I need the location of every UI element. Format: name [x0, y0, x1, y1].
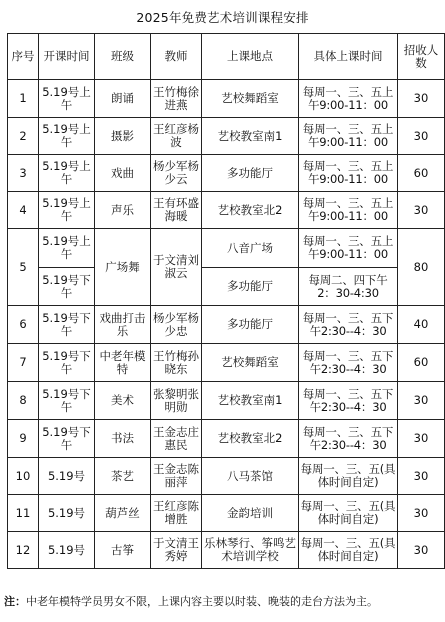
row-teacher: 王有环盛海暖: [151, 192, 202, 229]
row-time: 每周一、三、五上午9:00-11：00: [299, 80, 398, 118]
row-class: 书法: [95, 420, 151, 458]
row-quota: 80: [398, 229, 445, 306]
row-time: 每周一、三、五下午2:30--4：30: [299, 382, 398, 420]
row-location: 艺校教室北2: [202, 192, 299, 229]
row-teacher: 杨少军杨少忠: [151, 306, 202, 344]
row-quota: 30: [398, 118, 445, 155]
row-start: 5.19号上午: [39, 155, 95, 192]
row-start: 5.19号: [39, 495, 95, 532]
row-location: 艺校教室北2: [202, 420, 299, 458]
row-time: 每周一、三、五下午2:30--4：30: [299, 306, 398, 344]
row-start: 5.19号上午: [39, 229, 95, 268]
header-time: 具体上课时间: [299, 34, 398, 80]
row-class: 朗诵: [95, 80, 151, 118]
row-time: 每周一、三、五下午2:30--4：30: [299, 420, 398, 458]
header-teacher: 教师: [151, 34, 202, 80]
row-class: 美术: [95, 382, 151, 420]
table-row: [8, 495, 445, 532]
row-no: 5: [8, 229, 39, 306]
row-no: 12: [8, 532, 39, 569]
row-class: 摄影: [95, 118, 151, 155]
row-time: 每周一、三、五上午9:00-11：00: [299, 118, 398, 155]
row-quota: 60: [398, 155, 445, 192]
row-time: 每周一、三、五(具体时间自定): [299, 495, 398, 532]
row-class: 声乐: [95, 192, 151, 229]
row-no: 7: [8, 344, 39, 382]
row-no: 10: [8, 458, 39, 495]
table-row: [8, 118, 445, 155]
row-class: 中老年模特: [95, 344, 151, 382]
row-location: 多功能厅: [202, 155, 299, 192]
row-quota: 30: [398, 532, 445, 569]
row-start-alt: 5.19号下午: [39, 268, 95, 306]
row-time-alt: 每周二、四下午2：30-4:30: [299, 268, 398, 306]
row-no: 8: [8, 382, 39, 420]
table-row: [8, 532, 445, 569]
row-quota: 30: [398, 80, 445, 118]
row-no: 1: [8, 80, 39, 118]
row-no: 9: [8, 420, 39, 458]
row-location: 金韵培训: [202, 495, 299, 532]
footnote-text: 中老年模特学员男女不限，上课内容主要以时装、晚装的走台方法为主。: [26, 595, 378, 608]
table-row: [8, 80, 445, 118]
row-class: 古筝: [95, 532, 151, 569]
table-row: [8, 268, 445, 306]
row-location: 多功能厅: [202, 306, 299, 344]
header-start: 开课时间: [39, 34, 95, 80]
row-location-alt: 多功能厅: [202, 268, 299, 306]
table-row: [8, 155, 445, 192]
row-no: 4: [8, 192, 39, 229]
row-start: 5.19号下午: [39, 344, 95, 382]
row-start: 5.19号: [39, 532, 95, 569]
row-location: 艺校舞蹈室: [202, 344, 299, 382]
row-quota: 30: [398, 382, 445, 420]
row-time: 每周一、三、五上午9:00-11：00: [299, 155, 398, 192]
row-quota: 60: [398, 344, 445, 382]
row-teacher: 杨少军杨少云: [151, 155, 202, 192]
row-teacher: 王竹梅孙晓东: [151, 344, 202, 382]
header-row: [8, 34, 445, 80]
row-class: 戏曲: [95, 155, 151, 192]
row-location: 艺校教室南1: [202, 118, 299, 155]
row-teacher: 于文清王秀婷: [151, 532, 202, 569]
row-teacher: 张黎明张明勋: [151, 382, 202, 420]
row-quota: 30: [398, 420, 445, 458]
row-teacher: 王红彦陈增胜: [151, 495, 202, 532]
row-location: 八音广场: [202, 229, 299, 268]
row-class: 茶艺: [95, 458, 151, 495]
row-location: 八马茶馆: [202, 458, 299, 495]
row-start: 5.19号上午: [39, 80, 95, 118]
table-row: [8, 420, 445, 458]
row-time: 每周一、三、五上午9:00-11：00: [299, 229, 398, 268]
row-teacher: 王竹梅徐进燕: [151, 80, 202, 118]
row-quota: 30: [398, 192, 445, 229]
row-quota: 30: [398, 495, 445, 532]
table-row: [8, 458, 445, 495]
row-teacher: 于文清刘淑云: [151, 229, 202, 306]
schedule-table: [7, 33, 445, 569]
row-no: 6: [8, 306, 39, 344]
row-quota: 40: [398, 306, 445, 344]
row-start: 5.19号上午: [39, 118, 95, 155]
header-quota: 招收人数: [398, 34, 445, 80]
table-row: [8, 382, 445, 420]
row-start: 5.19号下午: [39, 420, 95, 458]
row-no: 3: [8, 155, 39, 192]
row-time: 每周一、三、五(具体时间自定): [299, 458, 398, 495]
header-class: 班级: [95, 34, 151, 80]
row-time: 每周一、三、五上午9:00-11：00: [299, 192, 398, 229]
row-class: 戏曲打击乐: [95, 306, 151, 344]
row-quota: 30: [398, 458, 445, 495]
row-class: 广场舞: [95, 229, 151, 306]
row-start: 5.19号: [39, 458, 95, 495]
row-location: 艺校舞蹈室: [202, 80, 299, 118]
row-time: 每周一、三、五(具体时间自定): [299, 532, 398, 569]
table-row: [8, 192, 445, 229]
row-teacher: 王金志陈丽萍: [151, 458, 202, 495]
page-title: 2025年免费艺术培训课程安排: [136, 10, 309, 25]
header-no: 序号: [8, 34, 39, 80]
header-location: 上课地点: [202, 34, 299, 80]
row-teacher: 王红彦杨波: [151, 118, 202, 155]
row-class: 葫芦丝: [95, 495, 151, 532]
footnote-label: 注：: [4, 595, 26, 608]
row-teacher: 王金志庄惠民: [151, 420, 202, 458]
footnote: [4, 595, 444, 609]
row-no: 11: [8, 495, 39, 532]
table-row: [8, 229, 445, 268]
row-start: 5.19号下午: [39, 306, 95, 344]
table-row: [8, 344, 445, 382]
row-no: 2: [8, 118, 39, 155]
table-row: [8, 306, 445, 344]
row-time: 每周一、三、五下午2:30--4：30: [299, 344, 398, 382]
row-location: 艺校教室南1: [202, 382, 299, 420]
row-location: 乐林琴行、筝鸣艺术培训学校: [202, 532, 299, 569]
row-start: 5.19号上午: [39, 192, 95, 229]
row-start: 5.19号下午: [39, 382, 95, 420]
